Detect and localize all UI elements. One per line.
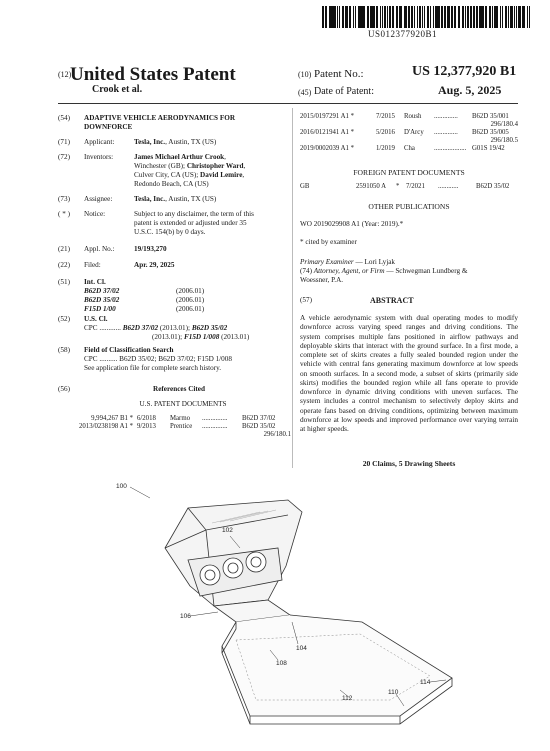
country-code: (12) xyxy=(58,70,72,79)
ref-dots: .............. xyxy=(434,129,458,136)
field-label: Appl. No.: xyxy=(84,245,115,253)
ref-country: GB xyxy=(300,183,310,190)
ref-date: 9/2013 xyxy=(137,423,156,430)
attorney-name: — Schwegman Lundberg & xyxy=(384,267,468,275)
field-label: Assignee: xyxy=(84,195,113,203)
field-code: (72) xyxy=(58,153,70,161)
ref-numeral: 112 xyxy=(342,695,353,702)
field-code: (51) xyxy=(58,278,70,286)
date-label: Date of Patent: xyxy=(314,86,374,97)
ref-number: 2013/0238198 A1 * xyxy=(79,423,133,430)
field-code: (58) xyxy=(58,346,70,354)
inventor-location: , xyxy=(242,171,245,179)
attorney-name-cont: Woessner, P.A. xyxy=(300,276,344,284)
inventor-location: , xyxy=(224,153,226,161)
ref-name: Roush xyxy=(404,113,422,120)
cpc-class: F15D 1/008 xyxy=(183,333,220,341)
inventor-name: James Michael Arthur Crook xyxy=(134,153,225,161)
field-code: (21) xyxy=(58,245,70,253)
ref-name: Marmo xyxy=(170,415,191,422)
field-code: (73) xyxy=(58,195,70,203)
cpc-class: B62D 35/02 xyxy=(191,324,228,332)
notice-line: U.S.C. 154(b) by 0 days. xyxy=(134,228,206,236)
ref-class: G01S 19/42 xyxy=(472,145,505,152)
assignee-name: Tesla, Inc. xyxy=(134,195,166,203)
ref-number: 9,994,267 B1 * xyxy=(91,415,133,422)
examiner-name: — Lori Lyjak xyxy=(353,258,396,266)
date-code: (45) xyxy=(298,88,312,97)
cpc-label: CPC xyxy=(84,324,98,332)
ref-star: * xyxy=(396,183,400,190)
other-pub-entry: WO 2019029908 A1 (Year: 2019).* xyxy=(300,220,404,228)
ref-numeral: 108 xyxy=(276,660,287,667)
inventor-location: Winchester (GB); xyxy=(134,162,186,170)
field-label: Int. Cl. xyxy=(84,278,106,286)
cpc-version: (2013.01); xyxy=(158,324,192,332)
applicant-location: , Austin, TX (US) xyxy=(165,138,217,146)
field-code: (22) xyxy=(58,261,70,269)
ref-date: 6/2018 xyxy=(137,415,156,422)
ref-dots: ............ xyxy=(438,183,459,190)
int-cl-version: (2006.01) xyxy=(176,287,205,295)
author-short: Crook et al. xyxy=(92,84,143,95)
fan-icon xyxy=(223,558,243,578)
ref-number: 2015/0197291 A1 * xyxy=(300,113,354,120)
inventor-name: David Lemire xyxy=(200,171,243,179)
cpc-version: (2013.01) xyxy=(219,333,250,341)
patent-number-label: Patent No.: xyxy=(314,68,364,80)
examiner-label: Primary Examiner xyxy=(300,258,354,266)
search-cpc: CPC .......... B62D 35/02; B62D 37/02; F15D 1/008 xyxy=(84,355,232,363)
other-pubs-label: OTHER PUBLICATIONS xyxy=(368,202,450,211)
invention-title: ADAPTIVE VEHICLE AERODYNAMICS FOR DOWNFORCE xyxy=(84,114,236,131)
field-code: (57) xyxy=(300,296,312,304)
ref-dots: ............... xyxy=(202,423,228,430)
applicant-name: Tesla, Inc. xyxy=(134,138,166,146)
field-label: Filed: xyxy=(84,261,101,269)
ref-numeral: 114 xyxy=(420,679,431,686)
ref-date: 1/2019 xyxy=(376,145,395,152)
us-patent-docs-label: U.S. PATENT DOCUMENTS xyxy=(139,400,227,408)
document-type: United States Patent xyxy=(70,64,236,85)
int-cl-class: B62D 37/02 xyxy=(84,287,120,295)
field-code: (54) xyxy=(58,114,70,122)
int-cl-version: (2006.01) xyxy=(176,305,205,313)
fan-icon xyxy=(246,552,266,572)
ref-numeral: 110 xyxy=(388,689,399,696)
ref-number: 2019/0002039 A1 * xyxy=(300,145,354,152)
field-code: (74) xyxy=(300,267,312,275)
foreign-docs-label: FOREIGN PATENT DOCUMENTS xyxy=(353,168,465,177)
ref-class: B62D 35/001 xyxy=(472,113,509,120)
ref-numeral: 106 xyxy=(180,613,191,620)
ref-extra: 296/180.4 xyxy=(490,121,518,128)
ref-name: Cha xyxy=(404,145,415,152)
ref-class: B62D 35/02 xyxy=(476,183,510,190)
field-label: Notice: xyxy=(84,210,106,218)
ref-dots: ................... xyxy=(434,145,467,152)
ref-number: 2591050 A xyxy=(356,183,387,190)
field-code: (52) xyxy=(58,315,70,323)
attorney-label: Attorney, Agent, or Firm xyxy=(313,267,385,275)
int-cl-class: B62D 35/02 xyxy=(84,296,120,304)
ref-dots: .............. xyxy=(434,113,458,120)
abstract-label: ABSTRACT xyxy=(370,296,414,305)
int-cl-version: (2006.01) xyxy=(176,296,205,304)
ref-dots: ............... xyxy=(202,415,228,422)
field-code: (56) xyxy=(58,385,70,393)
inventor-location: , xyxy=(243,162,246,170)
vehicle-body xyxy=(165,500,302,606)
patent-number-value: US 12,377,920 B1 xyxy=(412,64,517,79)
field-label: Applicant: xyxy=(84,138,115,146)
field-code: ( * ) xyxy=(58,210,70,218)
ref-class: B62D 35/02 xyxy=(242,423,276,430)
publication-number: US012377920B1 xyxy=(368,29,438,39)
ref-name: Prentice xyxy=(170,423,193,430)
fan-icon xyxy=(200,565,220,585)
ref-number: 2016/0121941 A1 * xyxy=(300,129,354,136)
refs-label: References Cited xyxy=(153,385,205,393)
abstract-text: A vehicle aerodynamic system with dual operating modes to modify downforce across varying speed ranges and driving conditions. The system comprises multiple fans positioned in airflow pathways and deployable skirts that interact with the ground surface. In a first mode, a complete set of skirts creates a fully sealed bounded region under the vehicle with central fans generating maximum downforce at low speeds on smooth surfaces. In a second mode, a subset of skirts (primarily side skirts) modifies the bounded region while all fans operate to provide downforce in dynamic driving conditions with uneven surfaces. The system includes a control mechanism to selectively deploy skirts and operate fans based on driving conditions, optimizing between maximum downforce at low speeds and improved performance over varying terrain at higher speeds. xyxy=(300,313,518,433)
appl-no-value: 19/193,270 xyxy=(134,245,167,253)
field-label: Inventors: xyxy=(84,153,114,161)
ref-extra: 296/180.5 xyxy=(490,137,518,144)
filed-value: Apr. 29, 2025 xyxy=(134,261,175,269)
ref-numeral: 102 xyxy=(222,527,233,534)
inventor-location: Redondo Beach, CA (US) xyxy=(134,180,209,188)
cpc-dots: ............ xyxy=(99,324,121,332)
field-label: U.S. Cl. xyxy=(84,315,108,323)
search-note: See application file for complete search history. xyxy=(84,364,222,372)
field-code: (71) xyxy=(58,138,70,146)
ref-name: D'Arcy xyxy=(404,129,424,136)
ref-class: B62D 37/02 xyxy=(242,415,276,422)
cpc-version: (2013.01); xyxy=(152,333,184,341)
ref-extra: 296/180.1 xyxy=(263,431,291,438)
ref-class: B62D 35/005 xyxy=(472,129,509,136)
inventor-name: Christopher Ward xyxy=(186,162,244,170)
cited-note: * cited by examiner xyxy=(300,238,357,246)
date-value: Aug. 5, 2025 xyxy=(438,83,502,97)
ref-date: 5/2016 xyxy=(376,129,395,136)
ref-numeral: 100 xyxy=(116,483,127,490)
cpc-class: B62D 37/02 xyxy=(122,324,159,332)
notice-line: patent is extended or adjusted under 35 xyxy=(134,219,247,227)
skirt-platform xyxy=(214,600,452,724)
field-label: Field of Classification Search xyxy=(84,346,174,354)
patent-number-code: (10) xyxy=(298,70,312,79)
ref-numeral: 104 xyxy=(296,645,307,652)
inventor-location: Culver City, CA (US); xyxy=(134,171,199,179)
notice-line: Subject to any disclaimer, the term of this xyxy=(134,210,254,218)
ref-date: 7/2015 xyxy=(376,113,395,120)
ref-date: 7/2021 xyxy=(406,183,425,190)
claims-summary: 20 Claims, 5 Drawing Sheets xyxy=(362,459,456,468)
int-cl-class: F15D 1/00 xyxy=(84,305,116,313)
assignee-location: , Austin, TX (US) xyxy=(165,195,217,203)
